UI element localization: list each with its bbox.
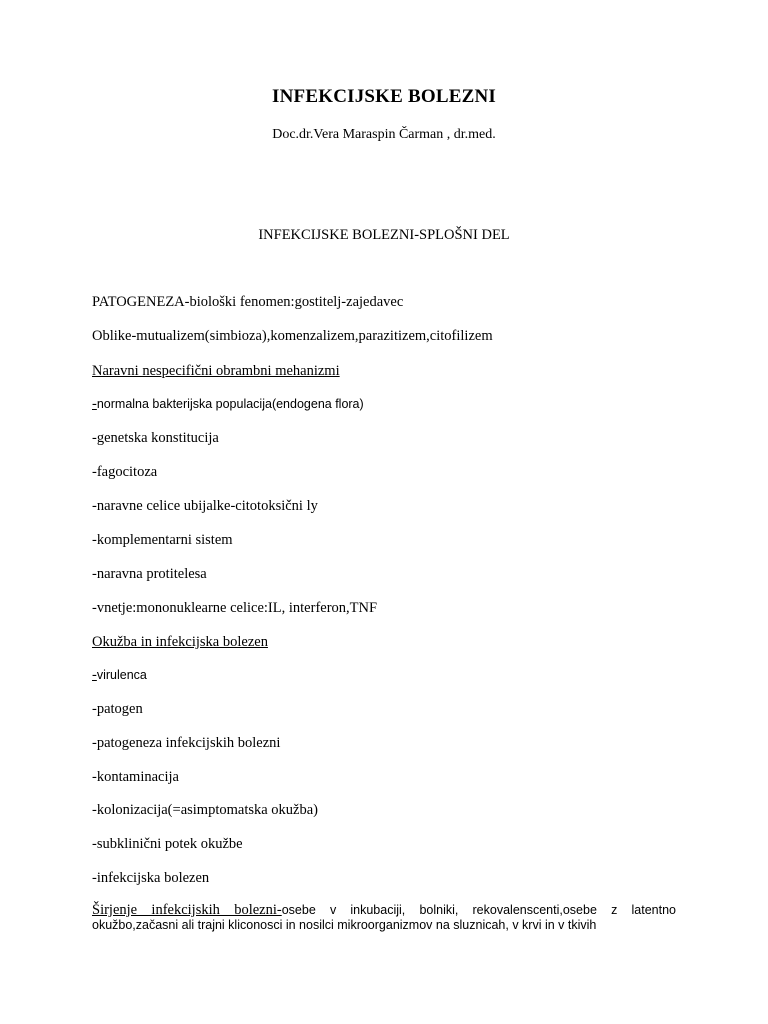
- heading-okuzba: Okužba in infekcijska bolezen: [92, 634, 268, 650]
- section-title: INFEKCIJSKE BOLEZNI-SPLOŠNI DEL: [258, 227, 510, 243]
- document-author: Doc.dr.Vera Maraspin Čarman , dr.med.: [272, 127, 496, 142]
- heading-naravni-mehanizmi: Naravni nespecifični obrambni mehanizmi: [92, 363, 340, 379]
- line-fagocitoza: -fagocitoza: [92, 464, 158, 480]
- line-normalna-text: normalna bakterijska populacija(endogena flora): [96, 397, 364, 411]
- line-patogeneza-infekcijskih: -patogeneza infekcijskih bolezni: [92, 735, 281, 751]
- line-normalna-populacija: [92, 396, 364, 413]
- line-genetska: -genetska konstitucija: [92, 430, 219, 446]
- document-title: INFEKCIJSKE BOLEZNI: [272, 86, 496, 107]
- line-infekcijska-bolezen: -infekcijska bolezen: [92, 870, 210, 886]
- sirjenje-text: osebe v inkubaciji, bolniki, rekovalenscenti,osebe z latentno okužbo,začasni ali trajni kliconosci in nosilci mikroorganizmov na sluznicah, v krvi in v tkivih: [92, 903, 676, 932]
- bullet-dash: -: [92, 396, 97, 412]
- line-subklinicni: -subklinični potek okužbe: [92, 836, 243, 852]
- line-vnetje: -vnetje:mononuklearne celice:IL, interferon,TNF: [92, 600, 378, 616]
- line-oblike: Oblike-mutualizem(simbioza),komenzalizem,parazitizem,citofilizem: [92, 328, 493, 344]
- line-patogeneza: PATOGENEZA-biološki fenomen:gostitelj-zajedavec: [92, 294, 404, 310]
- line-kolonizacija: -kolonizacija(=asimptomatska okužba): [92, 802, 319, 818]
- line-virulenca-text: virulenca: [96, 668, 147, 682]
- line-protitelesa: -naravna protitelesa: [92, 566, 207, 582]
- bullet-dash: -: [92, 667, 97, 683]
- line-komplementarni: -komplementarni sistem: [92, 532, 233, 548]
- sirjenje-heading: Širjenje infekcijskih bolezni-: [92, 902, 282, 918]
- line-virulenca: [92, 667, 147, 684]
- paragraph-sirjenje: [92, 903, 676, 933]
- line-patogen: -patogen: [92, 701, 143, 717]
- line-kontaminacija: -kontaminacija: [92, 769, 179, 785]
- line-naravne-celice: -naravne celice ubijalke-citotoksični ly: [92, 498, 318, 514]
